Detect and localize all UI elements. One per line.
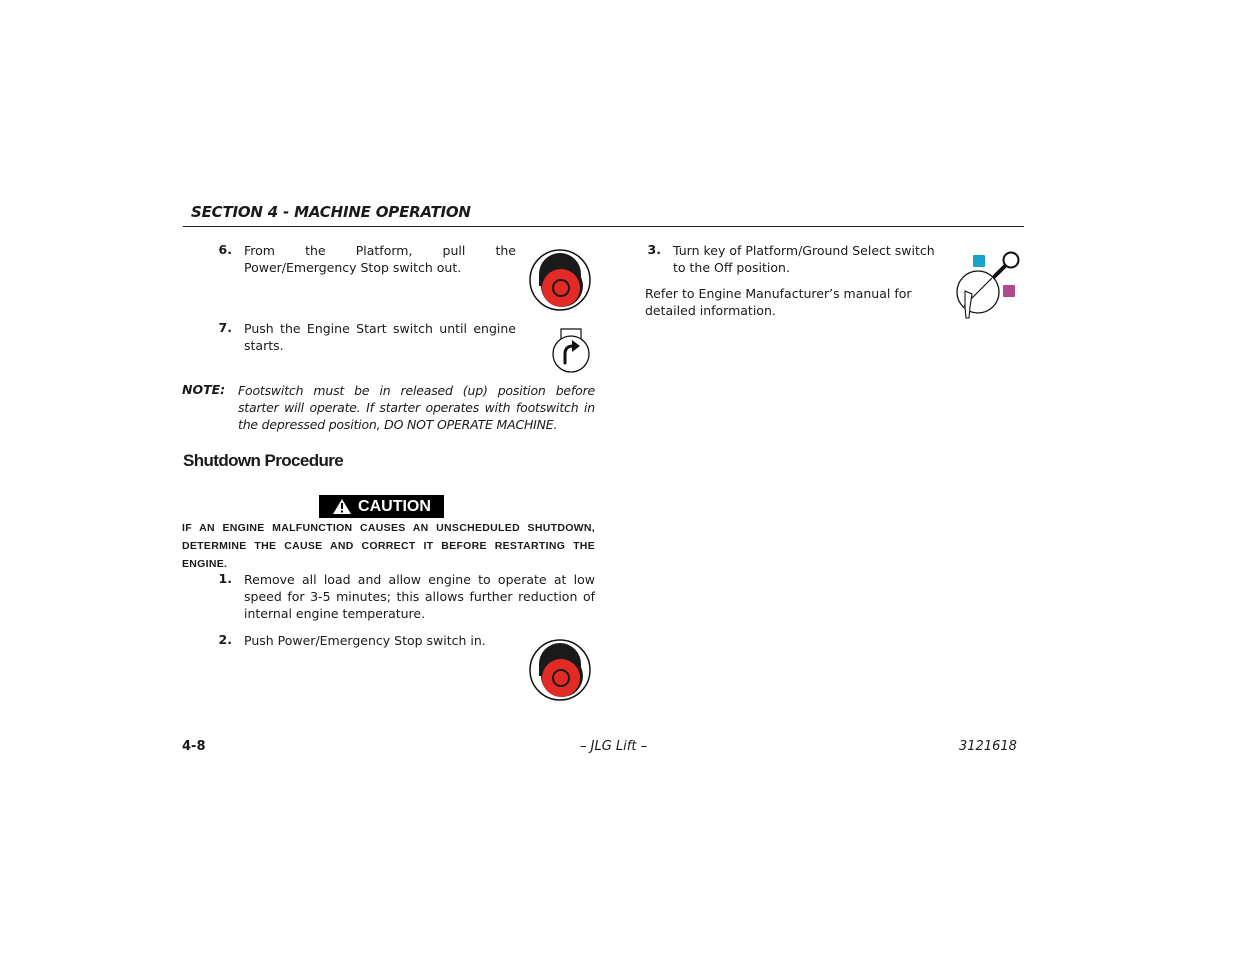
- shutdown-step-1-number: 1.: [218, 571, 232, 586]
- key-select-switch-icon: [954, 250, 1024, 322]
- shutdown-step-2-number: 2.: [218, 632, 232, 647]
- step-3-number: 3.: [647, 242, 661, 257]
- page-number: 4-8: [182, 739, 206, 754]
- emergency-stop-icon: [529, 248, 591, 312]
- emergency-stop-icon: [529, 638, 591, 702]
- step-3-text: Turn key of Platform/Ground Select switch to the Off position.: [673, 243, 935, 275]
- shutdown-step-2-text: Push Power/Emergency Stop switch in.: [244, 633, 486, 648]
- step-7-text: Push the Engine Start switch until engine starts.: [244, 321, 516, 353]
- footer-title: – JLG Lift –: [580, 739, 648, 754]
- caution-text: IF AN ENGINE MALFUNCTION CAUSES AN UNSCHEDULED SHUTDOWN, DETERMINE THE CAUSE AND CORRECT IT BEFORE RESTARTING THE ENGINE.: [182, 522, 595, 570]
- note-label: NOTE:: [182, 382, 226, 397]
- engine-start-icon: [551, 327, 591, 375]
- section-title: SECTION 4 - MACHINE OPERATION: [191, 203, 471, 221]
- step-6-text: From the Platform, pull the Power/Emergency Stop switch out.: [244, 243, 516, 275]
- caution-label: CAUTION: [358, 497, 431, 515]
- shutdown-step-1-text: Remove all load and allow engine to operate at low speed for 3-5 minutes; this allows further reduction of internal engine temperature.: [244, 572, 595, 621]
- step-7-number: 7.: [218, 320, 232, 335]
- caution-banner: [319, 495, 444, 518]
- header-rule: [183, 226, 1024, 227]
- document-number: 3121618: [959, 739, 1017, 754]
- refer-paragraph: Refer to Engine Manufacturer’s manual for detailed information.: [645, 286, 912, 318]
- warning-triangle-icon: [332, 498, 352, 515]
- note-text: Footswitch must be in released (up) position before starter will operate. If starter operates with footswitch in the depressed position, DO NOT OPERATE MACHINE.: [238, 383, 595, 432]
- shutdown-procedure-heading: Shutdown Procedure: [183, 451, 344, 470]
- step-6-number: 6.: [218, 242, 232, 257]
